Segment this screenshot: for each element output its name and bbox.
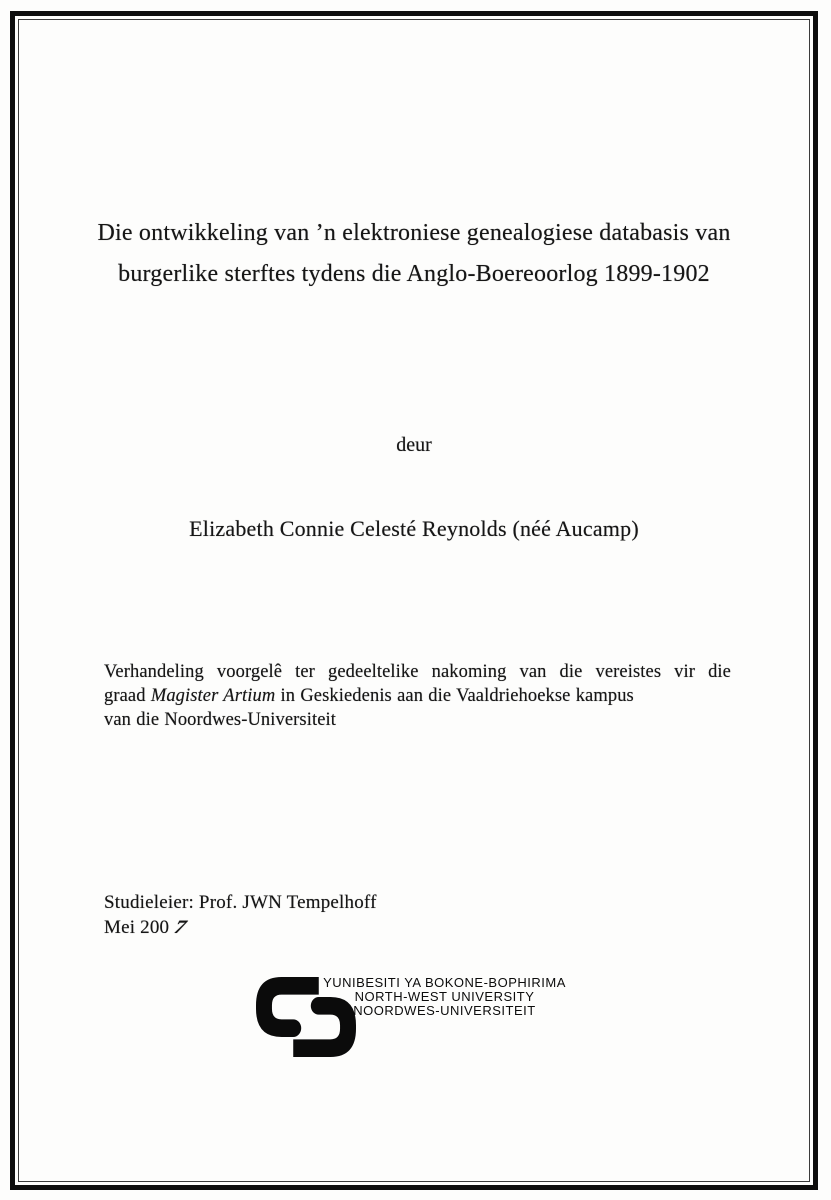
- date-prefix: Mei 200: [104, 916, 170, 938]
- statement-line2-suffix: in Geskiedenis aan die Vaaldriehoekse kampus: [275, 686, 634, 706]
- degree-name-italic: Magister Artium: [150, 686, 276, 706]
- date-line: [104, 916, 377, 941]
- date-digit-seven: 7: [169, 916, 191, 938]
- logo-line-english: NORTH-WEST UNIVERSITY: [354, 989, 535, 1005]
- statement-line2: [104, 684, 731, 708]
- thesis-title: [45, 213, 783, 295]
- submission-statement: [104, 660, 731, 732]
- thesis-title-line1: Die ontwikkeling van ’n elektroniese genealogiese databasis van: [97, 220, 731, 246]
- supervisor-block: [104, 891, 377, 940]
- logo-line-setswana: YUNIBESITI YA BOKONE-BOPHIRIMA: [323, 975, 566, 990]
- statement-line1: Verhandeling voorgelê ter gedeeltelike nakoming van die vereistes vir die: [104, 662, 731, 682]
- byline-deur: deur: [396, 434, 432, 456]
- supervisor-line: Studieleier: Prof. JWN Tempelhoff: [104, 892, 377, 913]
- logo-line-afrikaans: NOORDWES-UNIVERSITEIT: [353, 1003, 536, 1019]
- statement-line3: van die Noordwes-Universiteit: [104, 710, 337, 730]
- thesis-title-line2: burgerlike sterftes tydens die Anglo-Boereoorlog 1899-1902: [118, 261, 710, 287]
- statement-line2-prefix: graad: [104, 686, 151, 706]
- author-name: Elizabeth Connie Celesté Reynolds (néé Aucamp): [189, 516, 639, 541]
- nwu-logo-text: [318, 976, 571, 1019]
